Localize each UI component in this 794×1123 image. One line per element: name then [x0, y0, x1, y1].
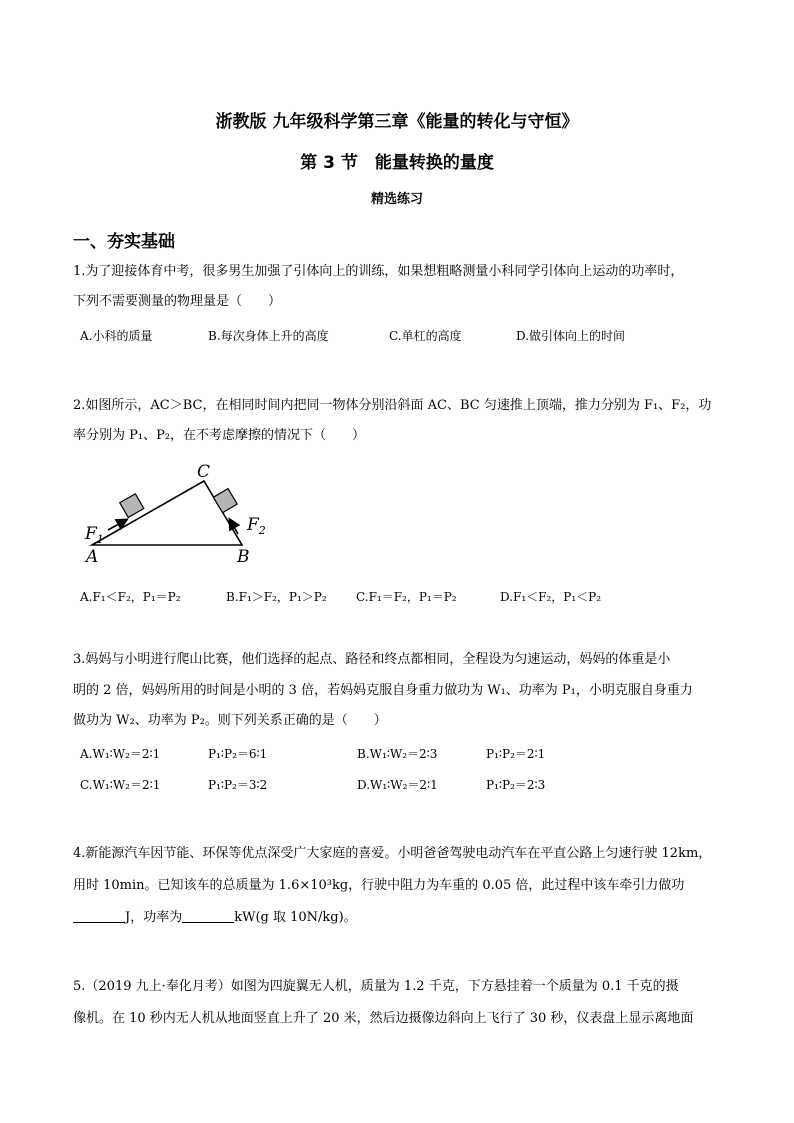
label-f2 — [246, 515, 266, 537]
label-f2-f: F — [247, 515, 259, 535]
q3-option-b-w: B.W₁∶W₂＝2∶3 — [357, 747, 438, 761]
question-5-line-2: 像机。在 10 秒内无人机从地面竖直上升了 20 米，然后边摄像边斜向上飞行了 30 秒，仪表盘上显示离地面 — [73, 1011, 694, 1026]
q3-option-c-p: P₁∶P₂＝3∶2 — [208, 778, 268, 792]
label-f1-f: F — [85, 524, 97, 544]
q3-option-c-w: C.W₁∶W₂＝2∶1 — [80, 778, 161, 792]
section-title: 第 3 节 能量转换的量度 — [300, 153, 494, 173]
q3-option-d-p: P₁∶P₂＝2∶3 — [486, 778, 546, 792]
q1-option-c: C.单杠的高度 — [389, 329, 462, 343]
question-4-line-1: 4.新能源汽车因节能、环保等优点深受广大家庭的喜爱。小明爸爸驾驶电动汽车在平直公路上匀速行驶 12km， — [73, 846, 712, 861]
triangle-abc — [92, 481, 242, 545]
incline-diagram — [80, 458, 280, 568]
q2-option-a: A.F₁＜F₂，P₁＝P₂ — [80, 590, 181, 604]
q3-option-a-p: P₁∶P₂＝6∶1 — [208, 747, 268, 761]
answer-blank-work[interactable] — [73, 908, 125, 923]
arrow-f1 — [108, 520, 126, 530]
question-1-line-2: 下列不需要测量的物理量是（ ） — [73, 294, 282, 309]
q3-option-d-w: D.W₁∶W₂＝2∶1 — [357, 778, 438, 792]
q1-option-b: B.每次身体上升的高度 — [208, 329, 329, 343]
question-2-line-1: 2.如图所示，AC＞BC，在相同时间内把同一物体分别沿斜面 AC、BC 匀速推上顶端，推力分别为 F₁、F₂，功 — [73, 398, 712, 413]
document-title: 浙教版 九年级科学第三章《能量的转化与守恒》 — [215, 112, 579, 132]
answer-blank-power[interactable] — [182, 908, 234, 923]
q2-option-d: D.F₁＜F₂，P₁＜P₂ — [500, 590, 602, 604]
q4-line3-end: kW(g 取 10N/kg)。 — [234, 910, 357, 925]
block-on-bc — [213, 489, 237, 513]
q4-line3-mid: J，功率为 — [125, 910, 183, 925]
q2-option-c: C.F₁＝F₂，P₁＝P₂ — [356, 590, 457, 604]
label-f2-sub: 2 — [258, 524, 266, 537]
label-f1-sub: 1 — [96, 533, 104, 546]
q3-option-a-w: A.W₁∶W₂＝2∶1 — [80, 747, 161, 761]
question-3-line-2: 明的 2 倍，妈妈所用的时间是小明的 3 倍，若妈妈克服自身重力做功为 W₁、功率为 P₁，小明克服自身重力 — [73, 683, 693, 698]
label-a: A — [86, 547, 99, 567]
question-4-line-3 — [73, 908, 357, 928]
q3-option-b-p: P₁∶P₂＝2∶1 — [486, 747, 546, 761]
label-f1 — [84, 524, 104, 546]
label-b: B — [237, 547, 250, 567]
q1-option-d: D.做引体向上的时间 — [516, 329, 626, 343]
question-2-line-2: 率分别为 P₁、P₂，在不考虑摩擦的情况下（ ） — [73, 428, 366, 443]
q1-option-a: A.小科的质量 — [80, 329, 153, 343]
question-5-line-1: 5.（2019 九上·奉化月考）如图为四旋翼无人机，质量为 1.2 千克，下方悬挂着一个质量为 0.1 千克的摄 — [73, 979, 679, 994]
label-c: C — [197, 462, 211, 482]
question-3-line-3: 做功为 W₂、功率为 P₂。则下列关系正确的是（ ） — [73, 713, 387, 728]
q2-option-b: B.F₁＞F₂，P₁＞P₂ — [226, 590, 327, 604]
page-subtitle: 精选练习 — [370, 192, 423, 207]
block-on-ac — [120, 494, 144, 518]
part-heading: 一、夯实基础 — [73, 232, 175, 252]
question-1-line-1: 1.为了迎接体育中考，很多男生加强了引体向上的训练，如果想粗略测量小科同学引体向上运动的功率时， — [73, 264, 684, 279]
question-3-line-1: 3.妈妈与小明进行爬山比赛，他们选择的起点、路径和终点都相同，全程设为匀速运动，妈妈的体重是小 — [73, 652, 671, 667]
question-4-line-2: 用时 10min。已知该车的总质量为 1.6×10³kg，行驶中阻力为车重的 0.05 倍，此过程中该车牵引力做功 — [73, 878, 685, 893]
